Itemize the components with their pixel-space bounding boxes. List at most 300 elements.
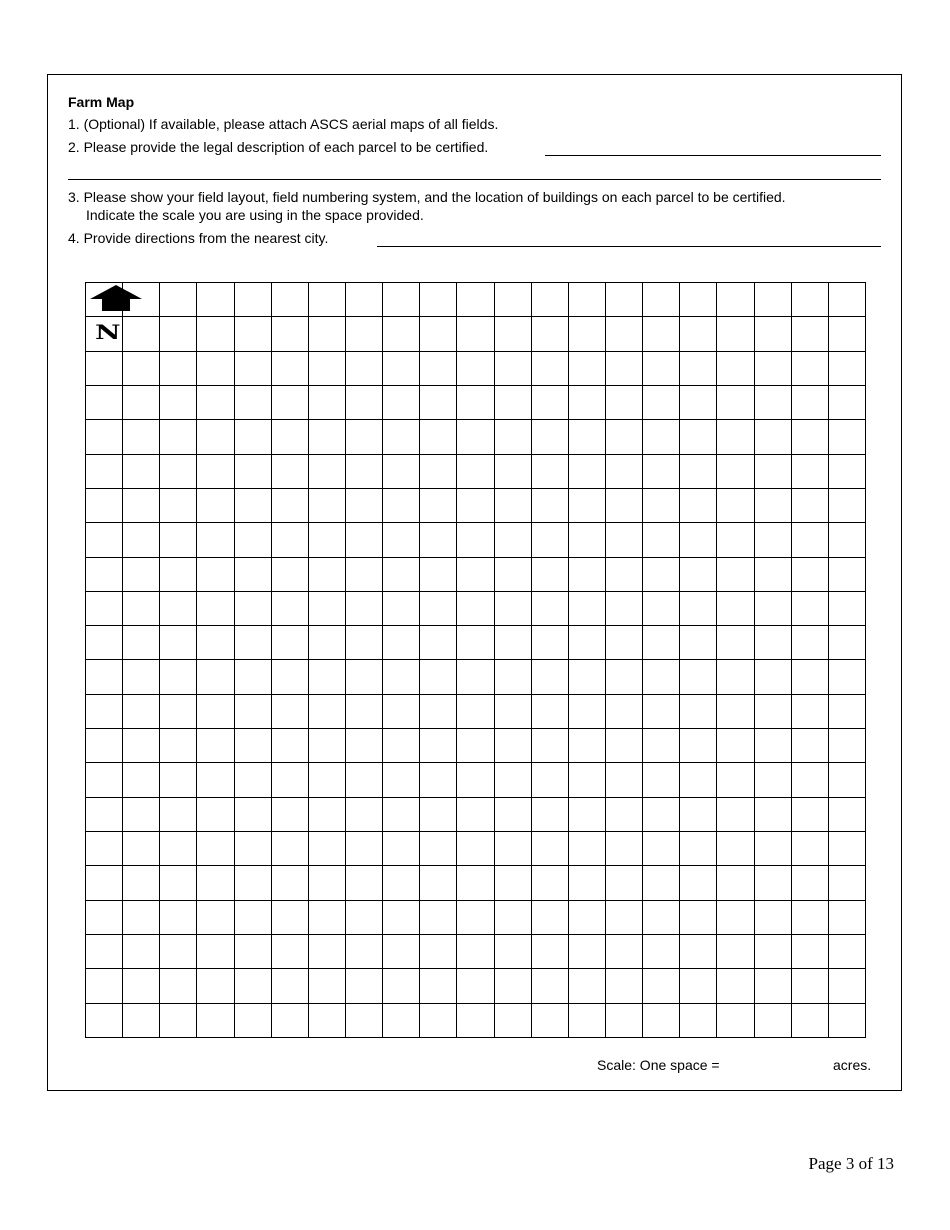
grid-cell[interactable] (457, 317, 494, 351)
grid-cell[interactable] (606, 317, 643, 351)
grid-cell[interactable] (717, 969, 754, 1003)
grid-cell[interactable] (717, 489, 754, 523)
grid-cell[interactable] (643, 866, 680, 900)
grid-cell[interactable] (420, 763, 457, 797)
grid-cell[interactable] (197, 455, 234, 489)
grid-cell[interactable] (309, 317, 346, 351)
grid-cell[interactable] (829, 489, 866, 523)
grid-cell[interactable] (197, 763, 234, 797)
grid-cell[interactable] (420, 317, 457, 351)
grid-cell[interactable] (495, 523, 532, 557)
grid-cell[interactable] (235, 729, 272, 763)
grid-cell[interactable] (643, 729, 680, 763)
grid-cell[interactable] (643, 1004, 680, 1038)
grid-cell[interactable] (643, 969, 680, 1003)
grid-cell[interactable] (643, 523, 680, 557)
grid-cell[interactable] (235, 626, 272, 660)
grid-cell[interactable] (532, 352, 569, 386)
grid-cell[interactable] (272, 592, 309, 626)
grid-cell[interactable] (792, 352, 829, 386)
grid-cell[interactable] (272, 455, 309, 489)
grid-cell[interactable] (829, 386, 866, 420)
grid-cell[interactable] (160, 901, 197, 935)
grid-cell[interactable] (235, 420, 272, 454)
grid-cell[interactable] (532, 798, 569, 832)
grid-cell[interactable] (235, 592, 272, 626)
grid-cell[interactable] (532, 729, 569, 763)
grid-cell[interactable] (420, 283, 457, 317)
grid-cell[interactable] (123, 798, 160, 832)
grid-cell[interactable] (532, 523, 569, 557)
grid-cell[interactable] (755, 866, 792, 900)
grid-cell[interactable] (606, 969, 643, 1003)
grid-cell[interactable] (123, 660, 160, 694)
grid-cell[interactable] (569, 523, 606, 557)
grid-cell[interactable] (495, 969, 532, 1003)
grid-cell[interactable] (606, 729, 643, 763)
grid-cell[interactable] (197, 969, 234, 1003)
grid-cell[interactable] (717, 558, 754, 592)
grid-cell[interactable] (346, 558, 383, 592)
grid-cell[interactable] (606, 489, 643, 523)
grid-cell[interactable] (457, 1004, 494, 1038)
grid-cell[interactable] (197, 798, 234, 832)
grid-cell[interactable] (123, 729, 160, 763)
grid-cell[interactable] (569, 386, 606, 420)
grid-cell[interactable] (346, 592, 383, 626)
grid-cell[interactable] (717, 763, 754, 797)
grid-cell[interactable] (197, 1004, 234, 1038)
grid-cell[interactable] (643, 592, 680, 626)
grid-cell[interactable] (383, 729, 420, 763)
grid-cell[interactable] (643, 558, 680, 592)
grid-cell[interactable] (457, 489, 494, 523)
grid-cell[interactable] (235, 660, 272, 694)
grid-cell[interactable] (86, 763, 123, 797)
grid-cell[interactable] (532, 935, 569, 969)
grid-cell[interactable] (86, 317, 123, 351)
grid-cell[interactable] (86, 420, 123, 454)
grid-cell[interactable] (346, 386, 383, 420)
grid-cell[interactable] (160, 558, 197, 592)
grid-cell[interactable] (755, 420, 792, 454)
grid-cell[interactable] (309, 592, 346, 626)
grid-cell[interactable] (755, 1004, 792, 1038)
grid-cell[interactable] (829, 729, 866, 763)
grid-cell[interactable] (569, 695, 606, 729)
grid-cell[interactable] (457, 455, 494, 489)
grid-cell[interactable] (457, 660, 494, 694)
grid-cell[interactable] (272, 763, 309, 797)
grid-cell[interactable] (235, 901, 272, 935)
grid-cell[interactable] (346, 283, 383, 317)
grid-cell[interactable] (383, 798, 420, 832)
grid-cell[interactable] (160, 660, 197, 694)
grid-cell[interactable] (197, 832, 234, 866)
grid-cell[interactable] (829, 455, 866, 489)
grid-cell[interactable] (420, 592, 457, 626)
grid-cell[interactable] (606, 352, 643, 386)
grid-cell[interactable] (383, 386, 420, 420)
grid-cell[interactable] (643, 901, 680, 935)
grid-cell[interactable] (606, 455, 643, 489)
grid-cell[interactable] (792, 592, 829, 626)
grid-cell[interactable] (680, 695, 717, 729)
grid-cell[interactable] (197, 523, 234, 557)
grid-cell[interactable] (383, 455, 420, 489)
grid-cell[interactable] (272, 866, 309, 900)
grid-cell[interactable] (420, 386, 457, 420)
grid-cell[interactable] (123, 283, 160, 317)
grid-cell[interactable] (829, 901, 866, 935)
grid-cell[interactable] (197, 626, 234, 660)
grid-cell[interactable] (532, 763, 569, 797)
grid-cell[interactable] (420, 729, 457, 763)
grid-cell[interactable] (829, 420, 866, 454)
grid-cell[interactable] (160, 935, 197, 969)
grid-cell[interactable] (755, 798, 792, 832)
grid-cell[interactable] (532, 489, 569, 523)
farm-map-grid[interactable] (85, 282, 866, 1038)
grid-cell[interactable] (606, 592, 643, 626)
grid-cell[interactable] (680, 1004, 717, 1038)
grid-cell[interactable] (346, 352, 383, 386)
grid-cell[interactable] (457, 729, 494, 763)
grid-cell[interactable] (123, 763, 160, 797)
grid-cell[interactable] (792, 558, 829, 592)
grid-cell[interactable] (235, 386, 272, 420)
grid-cell[interactable] (680, 660, 717, 694)
grid-cell[interactable] (755, 283, 792, 317)
grid-cell[interactable] (532, 420, 569, 454)
grid-cell[interactable] (383, 969, 420, 1003)
grid-cell[interactable] (235, 455, 272, 489)
grid-cell[interactable] (86, 523, 123, 557)
grid-cell[interactable] (86, 558, 123, 592)
grid-cell[interactable] (420, 660, 457, 694)
grid-cell[interactable] (643, 489, 680, 523)
grid-cell[interactable] (680, 969, 717, 1003)
grid-cell[interactable] (643, 832, 680, 866)
grid-cell[interactable] (309, 558, 346, 592)
grid-cell[interactable] (420, 866, 457, 900)
grid-cell[interactable] (755, 626, 792, 660)
grid-cell[interactable] (272, 832, 309, 866)
grid-cell[interactable] (420, 1004, 457, 1038)
grid-cell[interactable] (346, 660, 383, 694)
grid-cell[interactable] (643, 283, 680, 317)
grid-cell[interactable] (197, 352, 234, 386)
grid-cell[interactable] (86, 626, 123, 660)
grid-cell[interactable] (755, 935, 792, 969)
grid-cell[interactable] (495, 866, 532, 900)
grid-cell[interactable] (420, 558, 457, 592)
grid-cell[interactable] (309, 489, 346, 523)
grid-cell[interactable] (755, 832, 792, 866)
grid-cell[interactable] (495, 695, 532, 729)
grid-cell[interactable] (272, 969, 309, 1003)
grid-cell[interactable] (495, 386, 532, 420)
grid-cell[interactable] (792, 317, 829, 351)
grid-cell[interactable] (235, 969, 272, 1003)
grid-cell[interactable] (309, 626, 346, 660)
grid-cell[interactable] (457, 798, 494, 832)
grid-cell[interactable] (792, 420, 829, 454)
grid-cell[interactable] (383, 695, 420, 729)
grid-cell[interactable] (272, 935, 309, 969)
grid-cell[interactable] (272, 317, 309, 351)
grid-cell[interactable] (643, 352, 680, 386)
grid-cell[interactable] (680, 866, 717, 900)
grid-cell[interactable] (457, 695, 494, 729)
grid-cell[interactable] (272, 626, 309, 660)
grid-cell[interactable] (717, 660, 754, 694)
grid-cell[interactable] (309, 901, 346, 935)
grid-cell[interactable] (717, 283, 754, 317)
grid-cell[interactable] (123, 420, 160, 454)
grid-cell[interactable] (792, 935, 829, 969)
grid-cell[interactable] (420, 969, 457, 1003)
grid-cell[interactable] (420, 489, 457, 523)
grid-cell[interactable] (457, 626, 494, 660)
grid-cell[interactable] (569, 969, 606, 1003)
grid-cell[interactable] (680, 901, 717, 935)
grid-cell[interactable] (495, 901, 532, 935)
grid-cell[interactable] (532, 592, 569, 626)
grid-cell[interactable] (346, 1004, 383, 1038)
grid-cell[interactable] (309, 283, 346, 317)
grid-cell[interactable] (606, 386, 643, 420)
grid-cell[interactable] (383, 626, 420, 660)
grid-cell[interactable] (420, 352, 457, 386)
grid-cell[interactable] (569, 763, 606, 797)
grid-cell[interactable] (532, 317, 569, 351)
grid-cell[interactable] (160, 317, 197, 351)
grid-cell[interactable] (532, 695, 569, 729)
grid-cell[interactable] (272, 695, 309, 729)
grid-cell[interactable] (383, 832, 420, 866)
grid-cell[interactable] (532, 558, 569, 592)
grid-cell[interactable] (643, 695, 680, 729)
grid-cell[interactable] (86, 386, 123, 420)
grid-cell[interactable] (383, 901, 420, 935)
grid-cell[interactable] (383, 558, 420, 592)
grid-cell[interactable] (235, 317, 272, 351)
grid-cell[interactable] (792, 798, 829, 832)
grid-cell[interactable] (829, 1004, 866, 1038)
grid-cell[interactable] (717, 420, 754, 454)
grid-cell[interactable] (123, 352, 160, 386)
grid-cell[interactable] (383, 763, 420, 797)
grid-cell[interactable] (457, 935, 494, 969)
grid-cell[interactable] (457, 352, 494, 386)
grid-cell[interactable] (495, 660, 532, 694)
grid-cell[interactable] (160, 523, 197, 557)
grid-cell[interactable] (606, 935, 643, 969)
grid-cell[interactable] (495, 1004, 532, 1038)
grid-cell[interactable] (792, 660, 829, 694)
grid-cell[interactable] (160, 455, 197, 489)
grid-cell[interactable] (606, 420, 643, 454)
grid-cell[interactable] (383, 489, 420, 523)
grid-cell[interactable] (755, 317, 792, 351)
grid-cell[interactable] (717, 832, 754, 866)
grid-cell[interactable] (717, 695, 754, 729)
grid-cell[interactable] (346, 798, 383, 832)
grid-cell[interactable] (383, 352, 420, 386)
grid-cell[interactable] (160, 283, 197, 317)
grid-cell[interactable] (606, 523, 643, 557)
grid-cell[interactable] (309, 935, 346, 969)
grid-cell[interactable] (86, 352, 123, 386)
grid-cell[interactable] (569, 866, 606, 900)
grid-cell[interactable] (272, 1004, 309, 1038)
grid-cell[interactable] (569, 455, 606, 489)
grid-cell[interactable] (495, 729, 532, 763)
grid-cell[interactable] (829, 695, 866, 729)
grid-cell[interactable] (792, 283, 829, 317)
grid-cell[interactable] (680, 455, 717, 489)
grid-cell[interactable] (717, 592, 754, 626)
grid-cell[interactable] (235, 935, 272, 969)
grid-cell[interactable] (717, 866, 754, 900)
grid-cell[interactable] (755, 695, 792, 729)
grid-cell[interactable] (86, 283, 123, 317)
grid-cell[interactable] (123, 523, 160, 557)
grid-cell[interactable] (457, 866, 494, 900)
grid-cell[interactable] (532, 386, 569, 420)
grid-cell[interactable] (346, 729, 383, 763)
grid-cell[interactable] (457, 558, 494, 592)
grid-cell[interactable] (717, 901, 754, 935)
grid-cell[interactable] (717, 729, 754, 763)
grid-cell[interactable] (457, 283, 494, 317)
grid-cell[interactable] (123, 901, 160, 935)
grid-cell[interactable] (792, 1004, 829, 1038)
grid-cell[interactable] (643, 798, 680, 832)
grid-cell[interactable] (643, 386, 680, 420)
grid-cell[interactable] (829, 592, 866, 626)
grid-cell[interactable] (235, 763, 272, 797)
grid-cell[interactable] (792, 695, 829, 729)
grid-cell[interactable] (792, 832, 829, 866)
grid-cell[interactable] (123, 558, 160, 592)
grid-cell[interactable] (346, 969, 383, 1003)
grid-cell[interactable] (160, 352, 197, 386)
grid-cell[interactable] (680, 558, 717, 592)
grid-cell[interactable] (160, 489, 197, 523)
grid-cell[interactable] (235, 866, 272, 900)
grid-cell[interactable] (755, 352, 792, 386)
grid-cell[interactable] (420, 695, 457, 729)
grid-cell[interactable] (495, 832, 532, 866)
grid-cell[interactable] (197, 420, 234, 454)
grid-cell[interactable] (829, 523, 866, 557)
grid-cell[interactable] (829, 317, 866, 351)
grid-cell[interactable] (792, 455, 829, 489)
grid-cell[interactable] (197, 558, 234, 592)
grid-cell[interactable] (717, 352, 754, 386)
grid-cell[interactable] (829, 935, 866, 969)
grid-cell[interactable] (123, 695, 160, 729)
grid-cell[interactable] (717, 1004, 754, 1038)
grid-cell[interactable] (86, 901, 123, 935)
grid-cell[interactable] (755, 558, 792, 592)
grid-cell[interactable] (532, 626, 569, 660)
grid-cell[interactable] (495, 935, 532, 969)
grid-cell[interactable] (86, 866, 123, 900)
grid-cell[interactable] (755, 969, 792, 1003)
grid-cell[interactable] (123, 592, 160, 626)
grid-cell[interactable] (272, 283, 309, 317)
grid-cell[interactable] (197, 695, 234, 729)
grid-cell[interactable] (569, 317, 606, 351)
grid-cell[interactable] (495, 489, 532, 523)
grid-cell[interactable] (643, 317, 680, 351)
grid-cell[interactable] (792, 729, 829, 763)
grid-cell[interactable] (197, 317, 234, 351)
grid-cell[interactable] (383, 866, 420, 900)
grid-cell[interactable] (309, 352, 346, 386)
grid-cell[interactable] (680, 832, 717, 866)
grid-cell[interactable] (569, 558, 606, 592)
grid-cell[interactable] (86, 935, 123, 969)
grid-cell[interactable] (160, 729, 197, 763)
grid-cell[interactable] (569, 798, 606, 832)
grid-cell[interactable] (86, 1004, 123, 1038)
grid-cell[interactable] (123, 1004, 160, 1038)
grid-cell[interactable] (457, 386, 494, 420)
grid-cell[interactable] (829, 832, 866, 866)
grid-cell[interactable] (160, 626, 197, 660)
grid-cell[interactable] (829, 763, 866, 797)
grid-cell[interactable] (569, 626, 606, 660)
grid-cell[interactable] (792, 489, 829, 523)
grid-cell[interactable] (643, 626, 680, 660)
grid-cell[interactable] (680, 763, 717, 797)
grid-cell[interactable] (346, 763, 383, 797)
grid-cell[interactable] (792, 866, 829, 900)
grid-cell[interactable] (755, 386, 792, 420)
grid-cell[interactable] (272, 901, 309, 935)
grid-cell[interactable] (643, 763, 680, 797)
grid-cell[interactable] (235, 489, 272, 523)
grid-cell[interactable] (755, 660, 792, 694)
grid-cell[interactable] (792, 626, 829, 660)
grid-cell[interactable] (346, 866, 383, 900)
grid-cell[interactable] (160, 386, 197, 420)
grid-cell[interactable] (829, 626, 866, 660)
grid-cell[interactable] (569, 729, 606, 763)
grid-cell[interactable] (160, 832, 197, 866)
grid-cell[interactable] (123, 935, 160, 969)
grid-cell[interactable] (643, 455, 680, 489)
grid-cell[interactable] (160, 695, 197, 729)
grid-cell[interactable] (680, 729, 717, 763)
grid-cell[interactable] (495, 420, 532, 454)
grid-cell[interactable] (569, 283, 606, 317)
grid-cell[interactable] (420, 901, 457, 935)
grid-cell[interactable] (532, 832, 569, 866)
grid-cell[interactable] (717, 455, 754, 489)
grid-cell[interactable] (495, 283, 532, 317)
grid-cell[interactable] (86, 798, 123, 832)
grid-cell[interactable] (272, 729, 309, 763)
grid-cell[interactable] (197, 386, 234, 420)
legal-description-line-2[interactable] (68, 179, 881, 180)
grid-cell[interactable] (123, 626, 160, 660)
grid-cell[interactable] (569, 592, 606, 626)
